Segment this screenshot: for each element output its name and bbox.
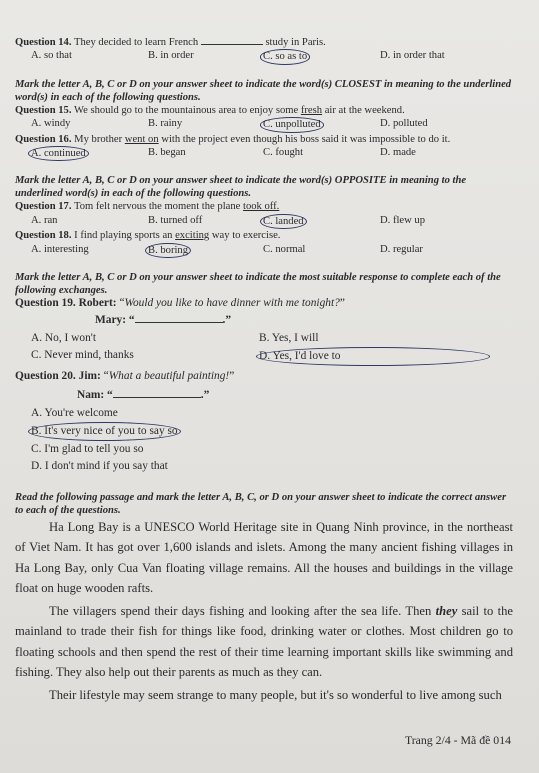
- answer-circle: B. boring: [145, 243, 191, 258]
- speaker: Robert:: [78, 297, 117, 310]
- option-d: D. flew up: [380, 214, 426, 226]
- underlined-word: went on: [124, 133, 159, 145]
- question-stem: I find playing sports an: [74, 230, 173, 242]
- quote: What a beautiful painting!: [108, 369, 230, 382]
- option-b: B. began: [148, 147, 186, 159]
- question-18: [15, 229, 513, 242]
- question-label: Question 18.: [15, 230, 72, 242]
- question-label: Question 15.: [15, 104, 72, 116]
- option-b: B. turned off: [148, 214, 203, 226]
- option-c: [263, 117, 380, 132]
- option-c: C. I'm glad to tell you so: [31, 442, 144, 455]
- answer-blank: [113, 387, 201, 398]
- option-b: [31, 422, 513, 441]
- instruction: Mark the letter A, B, C or D on your answer sheet to indicate the most suitable response to complete each of the following exchanges.: [15, 272, 501, 297]
- option-a: A. No, I won't: [31, 331, 97, 344]
- option-d: D. I don't mind if you say that: [31, 459, 168, 472]
- options: [31, 49, 513, 64]
- answer-circle: B. It's very nice of you to say so: [28, 422, 181, 441]
- option-a: [31, 146, 148, 161]
- answer-circle: C. unpolluted: [260, 117, 324, 132]
- underlined-word: exciting: [175, 230, 210, 242]
- option-c: C. fought: [263, 147, 304, 159]
- question-stem: Tom felt nervous the moment the plane: [73, 201, 241, 213]
- reply-name: Mary:: [95, 314, 126, 327]
- option-b: [148, 243, 263, 258]
- question-15: [15, 104, 513, 117]
- option-b: B. in order: [148, 50, 194, 62]
- answer-circle: C. landed: [260, 214, 307, 229]
- question-stem: with the project even though his boss said it was impossible to do it.: [161, 133, 451, 145]
- option-c: [263, 214, 380, 229]
- option-d: D. made: [380, 147, 416, 159]
- passage-paragraph: Their lifestyle may seem strange to many people, but it's so wonderful to live among such: [49, 687, 502, 702]
- speaker: Jim:: [78, 369, 101, 382]
- answer-blank: [135, 312, 223, 323]
- reply-name: Nam:: [77, 389, 105, 402]
- passage-paragraph: Ha Long Bay is a UNESCO World Heritage site in Quang Ninh province, in the northeast of Viet Nam. It has got over 1,600 islands and islets. Among the many ancient fishing villages in Ha Long Bay, only Cua Van floating village remains. All the houses and buildings in the village float on huge wooden rafts.: [15, 519, 513, 596]
- option-a: A. interesting: [31, 243, 89, 255]
- options: [31, 243, 513, 258]
- option-b: B. Yes, I will: [259, 331, 319, 344]
- option-c: C. Never mind, thanks: [31, 348, 134, 361]
- passage-text: The villagers spend their days fishing and looking after the sea life. Then: [49, 603, 432, 618]
- answer-blank: [201, 34, 263, 45]
- option-a: A. so that: [31, 50, 72, 62]
- referent-word: they: [435, 603, 458, 618]
- question-label: Question 17.: [15, 201, 72, 213]
- question-stem: study in Paris.: [265, 37, 326, 48]
- options: [31, 347, 513, 366]
- passage-text: sail to the mainland to trade their fish for things like food, drinking water or clothes. Most children go to floating schools and then spend the rest of their time learning important skills like swimming and fishing. They also help out their parents as much as they can.: [15, 603, 513, 680]
- page-footer: Trang 2/4 - Mã đề 014: [404, 732, 511, 747]
- question-17: [15, 200, 513, 213]
- reading-passage: [15, 517, 513, 706]
- question-label: Question 16.: [15, 133, 72, 145]
- options: [31, 330, 513, 347]
- instruction: Mark the letter A, B, C or D on your answer sheet to indicate the word(s) OPPOSITE in meaning to the underlined word(s) in each of the following questions.: [15, 175, 467, 200]
- option-d: D. in order that: [380, 50, 445, 62]
- option-d: [259, 347, 490, 366]
- options: [31, 117, 513, 132]
- option-c: [263, 49, 380, 64]
- options: [31, 405, 513, 475]
- question-stem: way to exercise.: [211, 230, 281, 242]
- options: [31, 146, 513, 161]
- passage-paragraph: [15, 601, 513, 683]
- question-label: Question 19.: [15, 297, 76, 310]
- option-b: B. rainy: [148, 118, 183, 130]
- question-label: Question 14.: [15, 37, 72, 48]
- question-stem: My brother: [74, 133, 123, 145]
- underlined-word: fresh: [300, 104, 323, 116]
- question-14: [15, 34, 513, 49]
- question-16: [15, 133, 513, 146]
- option-d: D. regular: [380, 243, 423, 255]
- reply-line: Nam: “ .”: [77, 389, 210, 402]
- answer-circle: C. so as to: [260, 49, 310, 64]
- question-stem: air at the weekend.: [324, 104, 405, 116]
- option-c: C. normal: [263, 243, 306, 255]
- question-stem: They decided to learn French: [73, 37, 199, 48]
- question-20: Question 20. Jim: “What a beautiful painting!”: [15, 369, 235, 382]
- quote: Would you like to have dinner with me tonight?: [124, 297, 340, 310]
- question-stem: We should go to the mountainous area to enjoy some: [73, 104, 299, 116]
- option-a: A. ran: [31, 214, 58, 226]
- answer-circle: A. continued: [28, 146, 89, 161]
- option-a: A. You're welcome: [31, 406, 118, 419]
- instruction: Mark the letter A, B, C or D on your answer sheet to indicate the word(s) CLOSEST in meaning to the underlined word(s) in each of the following questions.: [15, 78, 512, 103]
- option-a: A. windy: [31, 118, 71, 130]
- question-19: Question 19. Robert: “Would you like to have dinner with me tonight?”: [15, 297, 345, 310]
- instruction: Read the following passage and mark the letter A, B, C, or D on your answer sheet to indicate the correct answer to each of the questions.: [15, 491, 507, 516]
- answer-circle: D. Yes, I'd love to: [256, 347, 490, 366]
- options: [31, 214, 513, 229]
- question-label: Question 20.: [15, 369, 76, 382]
- option-d: D. polluted: [380, 118, 428, 130]
- underlined-word: took off.: [243, 201, 280, 213]
- reply-line: Mary: “ .”: [95, 314, 232, 327]
